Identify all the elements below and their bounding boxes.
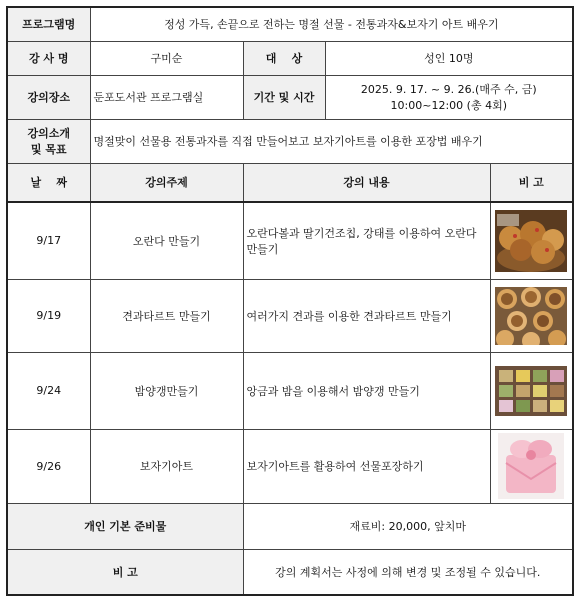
session-row xyxy=(7,352,573,429)
row-instructor xyxy=(7,41,573,75)
row-venue xyxy=(7,75,573,119)
nut-tart-photo xyxy=(495,287,567,345)
session-row xyxy=(7,429,573,503)
row-program-name xyxy=(7,7,573,41)
header-content: 강의 내용 xyxy=(243,163,490,202)
row-supplies xyxy=(7,503,573,549)
period-time: 10:00~12:00 (총 4회) xyxy=(390,99,507,112)
row-intro xyxy=(7,119,573,163)
bojagi-photo xyxy=(498,433,564,499)
target-value: 성인 10명 xyxy=(325,41,573,75)
lecture-plan-table xyxy=(6,6,574,596)
instructor-value: 구미순 xyxy=(90,41,243,75)
session-photo-cell xyxy=(490,429,573,503)
row-schedule-header xyxy=(7,163,573,202)
session-topic: 밤양갱만들기 xyxy=(90,352,243,429)
label-program-name: 프로그램명 xyxy=(7,7,90,41)
label-period: 기간 및 시간 xyxy=(243,75,325,119)
label-instructor: 강 사 명 xyxy=(7,41,90,75)
session-row xyxy=(7,202,573,279)
header-date: 날 짜 xyxy=(7,163,90,202)
session-row xyxy=(7,279,573,352)
supplies-value: 재료비: 20,000, 앞치마 xyxy=(243,503,573,549)
period-dates: 2025. 9. 17. ~ 9. 26.(매주 수, 금) xyxy=(360,83,537,96)
venue-value: 둔포도서관 프로그램실 xyxy=(90,75,243,119)
session-content: 보자기아트를 활용하여 선물포장하기 xyxy=(243,429,490,503)
session-date: 9/17 xyxy=(7,202,90,279)
label-supplies: 개인 기본 준비물 xyxy=(7,503,243,549)
session-content: 여러가지 견과를 이용한 견과타르트 만들기 xyxy=(243,279,490,352)
header-remarks: 비 고 xyxy=(490,163,573,202)
session-content: 오란다볼과 딸기건조칩, 강태를 이용하여 오란다 만들기 xyxy=(243,202,490,279)
header-topic: 강의주제 xyxy=(90,163,243,202)
label-target: 대 상 xyxy=(243,41,325,75)
session-date: 9/19 xyxy=(7,279,90,352)
label-intro-line1: 강의소개 xyxy=(27,127,70,140)
session-content: 앙금과 밤을 이용해서 밤양갱 만들기 xyxy=(243,352,490,429)
label-venue: 강의장소 xyxy=(7,75,90,119)
row-footer-remarks xyxy=(7,549,573,595)
label-intro-line2: 및 목표 xyxy=(30,143,67,156)
period-value xyxy=(325,75,573,119)
session-photo-cell xyxy=(490,279,573,352)
footer-remarks-value: 강의 계획서는 사정에 의해 변경 및 조정될 수 있습니다. xyxy=(243,549,573,595)
session-date: 9/24 xyxy=(7,352,90,429)
session-date: 9/26 xyxy=(7,429,90,503)
session-photo-cell xyxy=(490,202,573,279)
session-photo-cell xyxy=(490,352,573,429)
label-intro xyxy=(7,119,90,163)
session-topic: 오란다 만들기 xyxy=(90,202,243,279)
session-topic: 보자기아트 xyxy=(90,429,243,503)
label-footer-remarks: 비 고 xyxy=(7,549,243,595)
session-topic: 견과타르트 만들기 xyxy=(90,279,243,352)
intro-value: 명절맞이 선물용 전통과자를 직접 만들어보고 보자기아트를 이용한 포장법 배우기 xyxy=(90,119,573,163)
yanggaeng-photo xyxy=(495,366,567,416)
oranda-photo xyxy=(495,210,567,272)
program-name-value: 정성 가득, 손끝으로 전하는 명절 선물 - 전통과자&보자기 아트 배우기 xyxy=(90,7,573,41)
